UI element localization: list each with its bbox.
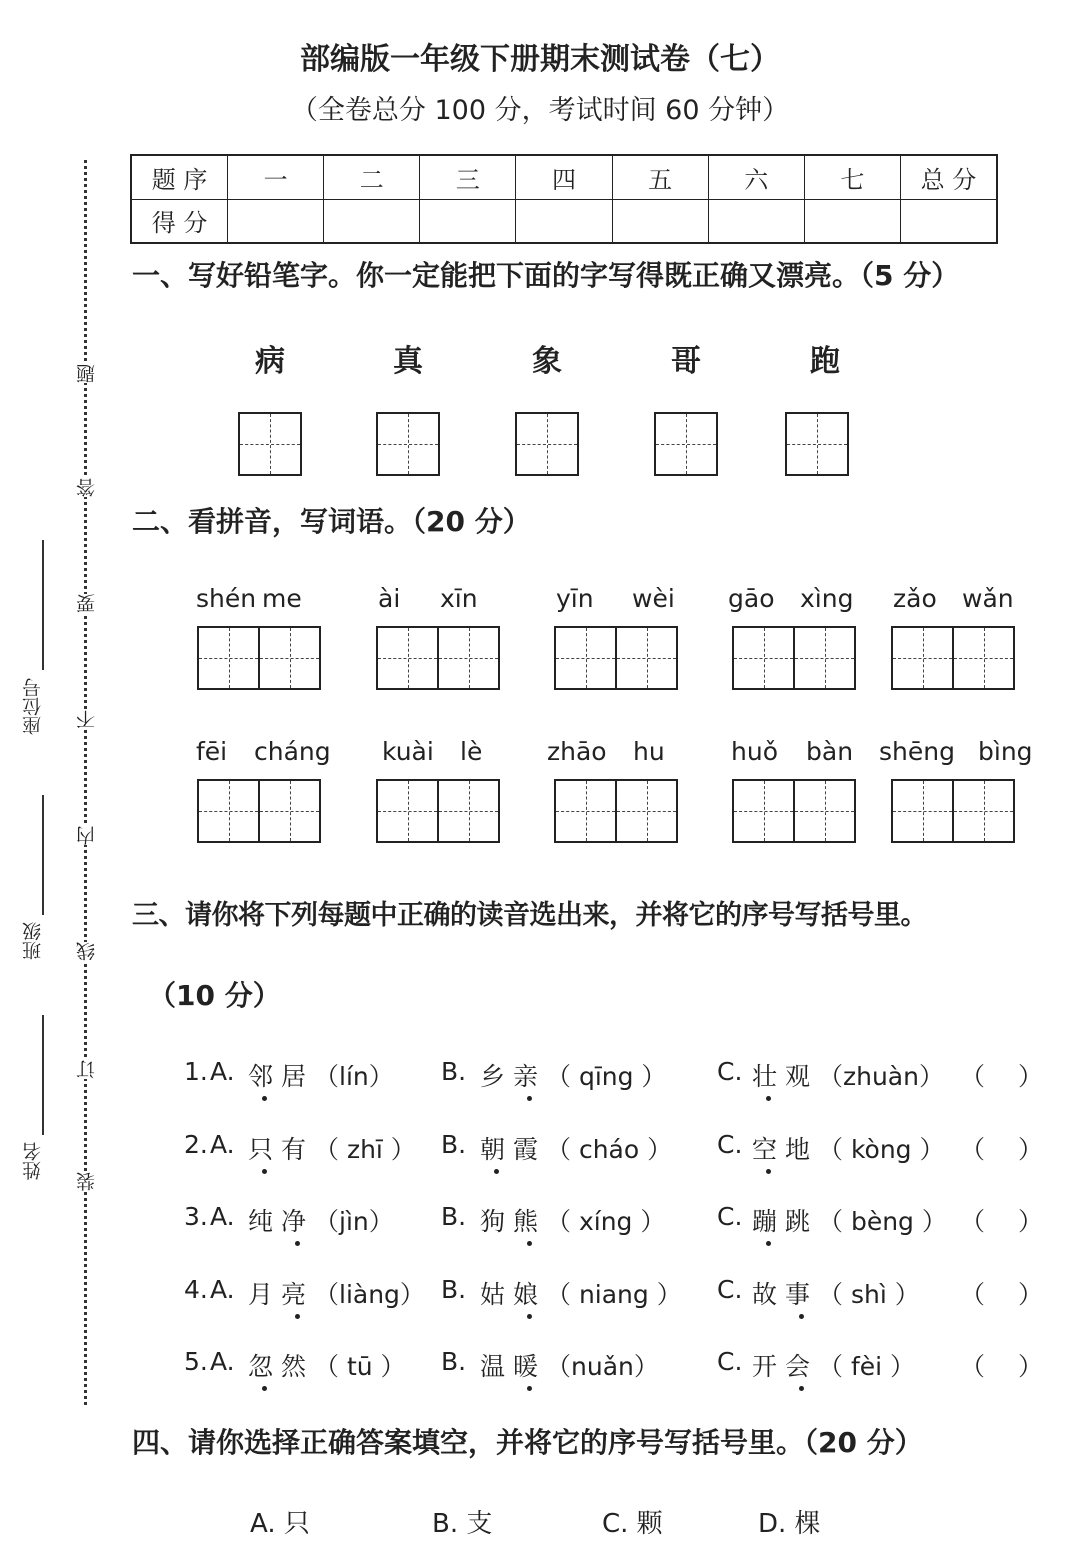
option-b-pinyin: （ cháo ） <box>546 1135 673 1164</box>
option-c-label: C. <box>717 1275 743 1304</box>
question-char: 然 <box>281 1352 315 1381</box>
option-a-word <box>248 1275 314 1311</box>
word-grid-cell[interactable] <box>617 781 676 841</box>
practice-char: 病 <box>255 344 285 379</box>
score-header-cell: 题 序 <box>131 155 228 199</box>
word-grid-cell[interactable] <box>954 781 1013 841</box>
word-grid-box[interactable] <box>197 626 321 690</box>
question-char: 跳 <box>785 1207 819 1236</box>
question-char: 事 <box>785 1275 818 1311</box>
question-char: 忽 <box>248 1347 281 1383</box>
score-input-cell[interactable] <box>708 199 804 243</box>
pinyin-syllable: shén <box>196 584 257 613</box>
option-a-pinyin: （lín） <box>314 1062 394 1091</box>
word-grid-cell[interactable] <box>439 628 498 688</box>
option-b-pinyin: （nuǎn） <box>546 1352 659 1381</box>
option-c-word <box>752 1057 818 1093</box>
name-label: 姓名 <box>22 1142 44 1180</box>
word-grid-cell[interactable] <box>795 781 854 841</box>
pinyin-syllable: xìng <box>800 584 854 613</box>
writing-grid-box[interactable] <box>376 412 440 476</box>
word-grid-cell[interactable] <box>199 628 260 688</box>
answer-option: A. 只 <box>250 1509 310 1539</box>
question-char: 朝 <box>480 1130 513 1166</box>
option-a-label: A. <box>210 1130 235 1159</box>
pinyin-syllable: zhāo <box>547 737 607 766</box>
option-b-word <box>480 1057 546 1093</box>
option-b-label: B. <box>441 1347 467 1376</box>
option-a-label: A. <box>210 1202 235 1231</box>
writing-grid-box[interactable] <box>654 412 718 476</box>
question-char: 狗 <box>480 1207 514 1236</box>
score-header-cell: 三 <box>420 155 516 199</box>
score-header-cell: 二 <box>324 155 420 199</box>
option-a-word <box>248 1347 314 1383</box>
score-row-label: 得 分 <box>131 199 228 243</box>
question-char: 只 <box>248 1130 281 1166</box>
option-a-word <box>248 1057 314 1093</box>
option-c-word <box>752 1202 818 1238</box>
word-grid-cell[interactable] <box>378 628 439 688</box>
pinyin-syllable: zǎo <box>893 584 937 613</box>
pinyin-syllable: lè <box>460 737 483 766</box>
question-number: 3. <box>184 1202 208 1231</box>
score-input-cell[interactable] <box>516 199 612 243</box>
pinyin-syllable: wǎn <box>962 584 1014 613</box>
word-grid-box[interactable] <box>732 626 856 690</box>
question-char: 娘 <box>513 1275 546 1311</box>
pinyin-syllable: bìng <box>978 737 1033 766</box>
name-field[interactable] <box>42 1015 44 1135</box>
option-b-word <box>480 1130 546 1166</box>
pinyin-syllable: ài <box>378 584 401 613</box>
seal-word: 题 <box>76 364 98 383</box>
word-grid-box[interactable] <box>197 779 321 843</box>
option-a-word <box>248 1130 314 1166</box>
option-b-word <box>480 1275 546 1311</box>
word-grid-cell[interactable] <box>893 628 954 688</box>
seat-number-label: 座位号 <box>22 678 44 735</box>
section3-points: （10 分） <box>148 979 281 1012</box>
seal-word: 装 <box>76 1172 98 1191</box>
pinyin-syllable: me <box>262 584 302 613</box>
option-a-pinyin: （ zhī ） <box>314 1135 416 1164</box>
score-header-cell: 七 <box>804 155 900 199</box>
question-number: 5. <box>184 1347 208 1376</box>
question-char: 地 <box>785 1135 819 1164</box>
word-grid-cell[interactable] <box>893 781 954 841</box>
writing-grid-box[interactable] <box>515 412 579 476</box>
score-header-cell: 总 分 <box>900 155 997 199</box>
question-number: 1. <box>184 1057 208 1086</box>
seal-word: 不 <box>76 710 98 729</box>
word-grid-box[interactable] <box>891 779 1015 843</box>
option-b-pinyin: （ niang ） <box>546 1280 682 1309</box>
option-a-word <box>248 1202 314 1238</box>
word-grid-cell[interactable] <box>556 781 617 841</box>
seal-word: 订 <box>76 1060 98 1079</box>
word-grid-cell[interactable] <box>556 628 617 688</box>
question-char: 温 <box>480 1352 514 1381</box>
option-c-label: C. <box>717 1130 743 1159</box>
pinyin-syllable: kuài <box>382 737 434 766</box>
section4-heading: 四、请你选择正确答案填空，并将它的序号写括号里。（20 分） <box>132 1426 923 1459</box>
word-grid-cell[interactable] <box>260 628 319 688</box>
option-b-pinyin: （ xíng ） <box>546 1207 666 1236</box>
pinyin-syllable: bàn <box>806 737 854 766</box>
option-b-word <box>480 1347 546 1383</box>
pinyin-syllable: huǒ <box>731 737 778 766</box>
option-c-word <box>752 1275 818 1311</box>
seal-word: 答 <box>76 478 98 497</box>
word-grid-cell[interactable] <box>734 781 795 841</box>
word-grid-cell[interactable] <box>734 628 795 688</box>
score-input-cell[interactable] <box>420 199 516 243</box>
practice-char: 真 <box>393 344 423 379</box>
seal-word: 要 <box>76 594 98 613</box>
word-grid-cell[interactable] <box>199 781 260 841</box>
question-char: 邻 <box>248 1057 281 1093</box>
pinyin-syllable: yīn <box>556 584 594 613</box>
option-c-pinyin: （ fèi ） <box>818 1352 916 1381</box>
option-c-pinyin: （zhuàn） <box>818 1062 944 1091</box>
section3-heading: 三、请你将下列每题中正确的读音选出来，并将它的序号写括号里。 <box>132 900 927 931</box>
option-c-pinyin: （ kòng ） <box>818 1135 945 1164</box>
score-header-cell: 五 <box>612 155 708 199</box>
seal-word: 内 <box>76 826 98 845</box>
option-a-pinyin: （ tū ） <box>314 1352 406 1381</box>
question-char: 霞 <box>513 1135 547 1164</box>
option-b-label: B. <box>441 1057 467 1086</box>
answer-blank[interactable]: （ ） <box>960 1062 1043 1091</box>
pinyin-syllable: gāo <box>728 584 775 613</box>
option-b-label: B. <box>441 1202 467 1231</box>
practice-char: 跑 <box>810 344 840 379</box>
question-char: 观 <box>785 1062 819 1091</box>
word-grid-cell[interactable] <box>954 628 1013 688</box>
practice-char: 哥 <box>671 344 701 379</box>
question-char: 居 <box>281 1062 315 1091</box>
question-number: 4. <box>184 1275 208 1304</box>
score-table-score-row <box>131 199 997 243</box>
option-a-label: A. <box>210 1057 235 1086</box>
option-a-pinyin: （liàng） <box>314 1280 425 1309</box>
word-grid-box[interactable] <box>891 626 1015 690</box>
pinyin-syllable: hu <box>633 737 665 766</box>
word-grid-cell[interactable] <box>617 628 676 688</box>
question-char: 净 <box>281 1202 314 1238</box>
score-input-cell[interactable] <box>324 199 420 243</box>
score-input-cell[interactable] <box>228 199 324 243</box>
option-c-pinyin: （ shì ） <box>818 1280 920 1309</box>
question-char: 有 <box>281 1135 315 1164</box>
question-char: 熊 <box>513 1202 546 1238</box>
question-char: 故 <box>752 1280 786 1309</box>
binding-dotted-line <box>84 160 87 1405</box>
option-c-word <box>752 1130 818 1166</box>
answer-blank[interactable]: （ ） <box>960 1207 1043 1236</box>
question-char: 月 <box>248 1280 282 1309</box>
word-grid-box[interactable] <box>376 626 500 690</box>
option-c-label: C. <box>717 1347 743 1376</box>
question-char: 亮 <box>281 1275 314 1311</box>
option-a-pinyin: （jìn） <box>314 1207 394 1236</box>
word-grid-box[interactable] <box>376 779 500 843</box>
seat-number-field[interactable] <box>42 540 44 670</box>
score-header-cell: 六 <box>708 155 804 199</box>
writing-grid-box[interactable] <box>238 412 302 476</box>
option-a-label: A. <box>210 1275 235 1304</box>
option-c-label: C. <box>717 1057 743 1086</box>
score-input-cell[interactable] <box>612 199 708 243</box>
score-table <box>130 154 998 244</box>
class-field[interactable] <box>42 795 44 915</box>
word-grid-box[interactable] <box>554 626 678 690</box>
question-char: 乡 <box>480 1062 514 1091</box>
option-b-label: B. <box>441 1275 467 1304</box>
option-c-word <box>752 1347 818 1383</box>
pinyin-syllable: wèi <box>632 584 675 613</box>
option-b-word <box>480 1202 546 1238</box>
score-header-cell: 四 <box>516 155 612 199</box>
pinyin-syllable: xīn <box>440 584 478 613</box>
answer-option: D. 棵 <box>758 1509 821 1539</box>
question-char: 蹦 <box>752 1202 785 1238</box>
section1-heading: 一、写好铅笔字。你一定能把下面的字写得既正确又漂亮。（5 分） <box>132 259 960 292</box>
score-header-cell: 一 <box>228 155 324 199</box>
option-b-label: B. <box>441 1130 467 1159</box>
writing-grid-box[interactable] <box>785 412 849 476</box>
question-char: 暖 <box>513 1347 546 1383</box>
exam-title: 部编版一年级下册期末测试卷（七） <box>300 42 780 77</box>
question-number: 2. <box>184 1130 208 1159</box>
question-char: 壮 <box>752 1057 785 1093</box>
word-grid-cell[interactable] <box>795 628 854 688</box>
seal-word: 线 <box>76 942 98 961</box>
question-char: 开 <box>752 1352 786 1381</box>
score-table-header-row <box>131 155 997 199</box>
word-grid-cell[interactable] <box>439 781 498 841</box>
exam-subtitle: （全卷总分 100 分，考试时间 60 分钟） <box>290 95 790 126</box>
question-char: 纯 <box>248 1207 282 1236</box>
section2-heading: 二、看拼音，写词语。（20 分） <box>132 505 531 538</box>
option-c-pinyin: （ bèng ） <box>818 1207 947 1236</box>
answer-option: B. 支 <box>432 1509 493 1539</box>
word-grid-cell[interactable] <box>260 781 319 841</box>
answer-blank[interactable]: （ ） <box>960 1135 1043 1164</box>
answer-blank[interactable]: （ ） <box>960 1352 1043 1381</box>
pinyin-syllable: shēng <box>879 737 955 766</box>
question-char: 姑 <box>480 1280 514 1309</box>
word-grid-box[interactable] <box>554 779 678 843</box>
class-label: 班级 <box>22 922 44 960</box>
question-char: 空 <box>752 1130 785 1166</box>
pinyin-syllable: fēi <box>196 737 228 766</box>
score-input-cell[interactable] <box>900 199 997 243</box>
question-char: 亲 <box>513 1057 546 1093</box>
question-char: 会 <box>785 1347 818 1383</box>
word-grid-cell[interactable] <box>378 781 439 841</box>
option-c-label: C. <box>717 1202 743 1231</box>
pinyin-syllable: cháng <box>254 737 331 766</box>
practice-char: 象 <box>532 344 562 379</box>
answer-blank[interactable]: （ ） <box>960 1280 1043 1309</box>
option-a-label: A. <box>210 1347 235 1376</box>
option-b-pinyin: （ qīng ） <box>546 1062 667 1091</box>
word-grid-box[interactable] <box>732 779 856 843</box>
answer-option: C. 颗 <box>602 1509 663 1539</box>
score-input-cell[interactable] <box>804 199 900 243</box>
